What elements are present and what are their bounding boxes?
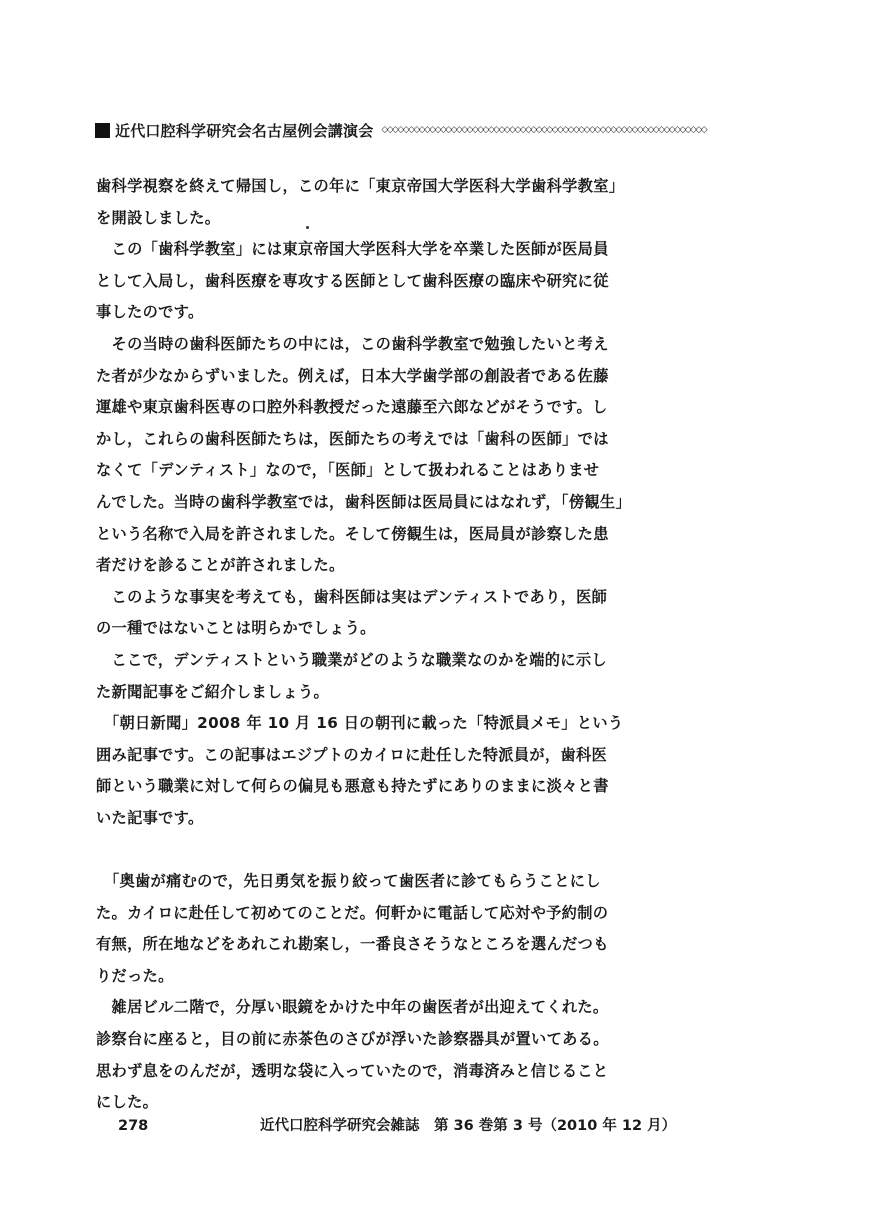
header-square-icon — [95, 123, 110, 138]
body-line: なくて「デンティスト」なので，「医師」として扱われることはありませ — [96, 461, 600, 480]
body-line: として入局し，歯科医療を専攻する医師として歯科医療の臨床や研究に従 — [96, 271, 609, 290]
quote-line: 雑居ビル二階で，分厚い眼鏡をかけた中年の歯医者が出迎えてくれた。 — [96, 998, 609, 1017]
body-line: の一種ではないことは明らかでしょう。 — [96, 619, 376, 638]
quote-line: 有無，所在地などをあれこれ勘案し，一番良さそうなところを選んだつも — [96, 935, 609, 954]
journal-reference: 近代口腔科学研究会雑誌 第 36 巻第 3 号（2010 年 12 月） — [260, 1118, 677, 1134]
body-line: んでした。当時の歯科学教室では，歯科医師は医局員にはなれず，「傍観生」 — [96, 492, 631, 511]
body-line: 者だけを診ることが許されました。 — [96, 556, 345, 575]
quote-line: 「奥歯が痛むので，先日勇気を振り絞って歯医者に診てもらうことにし — [96, 872, 601, 891]
body-line: 師という職業に対して何らの偏見も悪意も持たずにありのままに淡々と書 — [96, 777, 609, 796]
body-line: た新聞記事をご紹介しましょう。 — [96, 682, 330, 701]
running-header — [95, 117, 825, 143]
body-line: いた記事です。 — [96, 808, 204, 827]
page-footer — [0, 1114, 870, 1138]
body-line: この「歯科学教室」には東京帝国大学医科大学を卒業した医師が医局員 — [96, 240, 609, 259]
body-line: 事したのです。 — [96, 303, 204, 322]
quote-line: 診察台に座ると，目の前に赤茶色のさびが浮いた診察器具が置いてある。 — [96, 1030, 609, 1049]
body-line: を開設しました。 — [96, 208, 221, 227]
quote-line: た。カイロに赴任して初めてのことだ。何軒かに電話して応対や予約制の — [96, 903, 609, 922]
body-line: かし，これらの歯科医師たちは，医師たちの考えでは「歯科の医師」では — [96, 429, 609, 448]
paragraph-gap — [96, 834, 664, 866]
header-title: 近代口腔科学研究会名古屋例会講演会 — [115, 121, 374, 140]
quote-line: にした。 — [96, 1093, 159, 1112]
body-line: ここで，デンティストという職業がどのような職業なのかを端的に示し — [96, 650, 607, 669]
body-text — [96, 171, 664, 1119]
body-line: という名称で入局を許されました。そして傍観生は，医局員が診察した患 — [96, 524, 609, 543]
body-line: その当時の歯科医師たちの中には，この歯科学教室で勉強したいと考え — [96, 334, 609, 353]
body-line: た者が少なからずいました。例えば，日本大学歯学部の創設者である佐藤 — [96, 366, 609, 385]
body-line: 歯科学視察を終えて帰国し，この年に「東京帝国大学医科大学歯科学教室」 — [96, 177, 625, 195]
quote-line: りだった。 — [96, 966, 174, 985]
body-line: このような事実を考えても，歯科医師は実はデンティストであり，医師 — [96, 587, 608, 606]
header-ornament: ◇◇◇◇◇◇◇◇◇◇◇◇◇◇◇◇◇◇◇◇◇◇◇◇◇◇◇◇◇◇◇◇◇◇◇◇◇◇◇◇◇◇◇◇◇◇◇◇◇◇◇◇◇◇◇◇◇◇◇◇◇ — [381, 125, 707, 135]
body-line: 「朝日新聞」2008 年 10 月 16 日の朝刊に載った「特派員メモ」という — [96, 714, 624, 733]
page-number: 278 — [118, 1118, 149, 1134]
body-line: 囲み記事です。この記事はエジプトのカイロに赴任した特派員が，歯科医 — [96, 745, 608, 764]
quote-line: 思わず息をのんだが，透明な袋に入っていたので，消毒済みと信じること — [96, 1061, 609, 1080]
body-line: 運雄や東京歯科医専の口腔外科教授だった遠藤至六郎などがそうです。し — [96, 398, 608, 417]
